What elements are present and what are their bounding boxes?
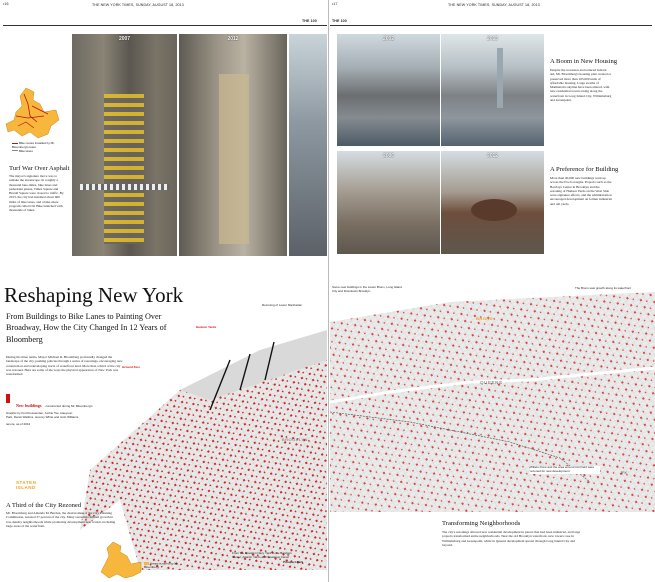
label-jfk: JFK — [620, 470, 628, 475]
label-queens: QUEENS — [480, 380, 503, 385]
legend-new-desc: constructed during Mr. Bloomberg's tenure, as of 2012 — [6, 404, 93, 426]
left-section-label: THE 100 — [302, 19, 317, 23]
subtitle: From Buildings to Bike Lanes to Painting Over Broadway, How the City Changed In 12 Years of Bloomberg — [6, 312, 167, 344]
callout-rezoning: Rezoning of Lower Manhattan — [262, 303, 303, 307]
barclays-photo-2012 — [441, 151, 544, 254]
left-page-number: •16 — [3, 2, 9, 6]
skyline-photo-2002 — [337, 34, 440, 146]
crosswalk — [80, 184, 170, 190]
intro-text: During his three terms, Mayor Michael R. Bloomberg profoundly changed the landscape of the city, pushing policies through a series of rezonings, encouraging new construction and redeveloping tracts of waterfront land. More than a third of the city was rezoned. Here are some of the ways the physical appearance of New York was transformed. — [6, 355, 123, 377]
main-title: Reshaping New York — [4, 283, 184, 307]
photo-year-2006: 2006 — [382, 153, 395, 159]
bottom-callout: From the Brooklyn Navy Yard to the Barclays Center, Atlantic Yards and Gowanus Canal — [232, 551, 292, 559]
bike-legend-routes: Bike routes installed by Mr. Bloomberg's team — [12, 141, 55, 149]
times-square-photo-2012 — [179, 34, 287, 256]
bike-lane-map — [4, 86, 62, 141]
rezoned-title: A Third of the City Rezoned — [6, 502, 82, 509]
barclays-photo-2006 — [337, 151, 440, 254]
barclays-arena — [471, 199, 517, 221]
label-bronx: BRONX — [476, 316, 493, 321]
transform-title: Transforming Neighborhoods — [442, 520, 521, 527]
callout-willets-point: Willets Point and the area around Citi Field were rezoned for new development — [530, 466, 600, 474]
asphalt-text: The mayor's signature move was to remake the streetscape. In roughly a thousand lane-miles, bike lanes and pedestrian plazas, Times Square and Herald Square were closed to traffic. By 2013, the city had installed about 600 miles of bike lanes, and a bike-share program called Citi Bike launched with thousands of bikes. — [9, 174, 64, 213]
right-page-number: •17 — [332, 2, 338, 6]
callout-top-left: Some new buildings in the Lower Bronx, Long Island City and Downtown Brooklyn — [332, 286, 404, 294]
times-square-photo-2007 — [72, 34, 177, 256]
legend-swatch — [6, 394, 10, 403]
transform-text: The city's rezonings allowed new residential development in places that had been industrial, and large projects transformed entire neighborhoods. Near the old Brooklyn waterfront, new towers rose in Williamsburg and Greenpoint, while in Queens development spread through Long Island City and beyond. — [442, 530, 581, 547]
photo-year-2013: 2013 — [486, 36, 499, 42]
right-page — [330, 0, 655, 582]
right-top-rule — [330, 25, 652, 26]
bike-legend-lanes: Bike lanes — [12, 150, 62, 154]
asphalt-title: Turf War Over Asphalt — [9, 165, 70, 172]
photo-year-2007: 2007 — [118, 36, 131, 42]
left-page — [0, 0, 327, 582]
label-prospect-park: Prospect Park — [283, 560, 304, 564]
preference-title: A Preference for Building — [550, 166, 619, 173]
right-section-label: THE 100 — [332, 19, 347, 23]
skyline-photo-edge — [289, 34, 327, 256]
label-brooklyn: BROOKLYN — [282, 437, 308, 442]
legend-new-label: New buildings — [16, 403, 42, 408]
skyline-photo-2013 — [441, 34, 544, 146]
left-running-header: THE NEW YORK TIMES, SUNDAY, AUGUST 18, 2013 — [92, 3, 184, 7]
callout-ground-zero: Ground Zero — [122, 365, 141, 369]
left-top-rule — [3, 25, 327, 26]
taxi-stream — [104, 94, 144, 244]
label-staten-island: STATEN ISLAND — [16, 480, 37, 490]
photo-year-2002: 2002 — [382, 36, 395, 42]
preference-text: More than 40,000 new buildings went up across the five boroughs. Projects such as the Barclays Center in Brooklyn and the rezoning of Hudson Yards on the West Side were signature efforts, and the administration encouraged development on former industrial and rail yards. — [550, 176, 612, 206]
freedom-tower — [497, 48, 503, 108]
callout-bronx-waterfront: The Bronx saw growth along its waterfront — [575, 287, 650, 291]
right-running-header: THE NEW YORK TIMES, SUNDAY, AUGUST 18, 2013 — [448, 3, 540, 7]
gutter-divider — [328, 0, 329, 582]
boom-text: Despite the recession and reduced federal aid, Mr. Bloomberg's housing plan created or preserved more than 165,000 units of affordable housing. Large swaths of Manhattan's skyline have been altered, with new residential towers rising along the waterfront in Long Island City, Williamsburg and Greenpoint. — [550, 68, 612, 103]
photo-year-2012b: 2012 — [486, 153, 499, 159]
boom-title: A Boom in New Housing — [550, 58, 618, 65]
photo-year-2012: 2012 — [227, 36, 239, 42]
rezoned-text: Mr. Bloomberg and Amanda M. Burden, the chairwoman of the City Planning Commission, rezoned 37 percent of the city. Many rezonings limited growth in low-density neighborhoods while promoting development near transit, including large areas of the waterfront. — [6, 511, 116, 528]
pedestrian-plaza — [219, 74, 249, 244]
callout-hudson: Hudson Yards — [196, 326, 258, 330]
bike-legend — [12, 142, 62, 153]
rezoning-map — [95, 540, 143, 580]
rezone-legend: Areas rezoned by Mr. Bloomberg — [144, 561, 179, 570]
credits: Graphic by Ford Fessenden, Archie Tse, Haeyoun Park, Derek Watkins, Jeremy White and Josh Williams — [6, 412, 79, 419]
